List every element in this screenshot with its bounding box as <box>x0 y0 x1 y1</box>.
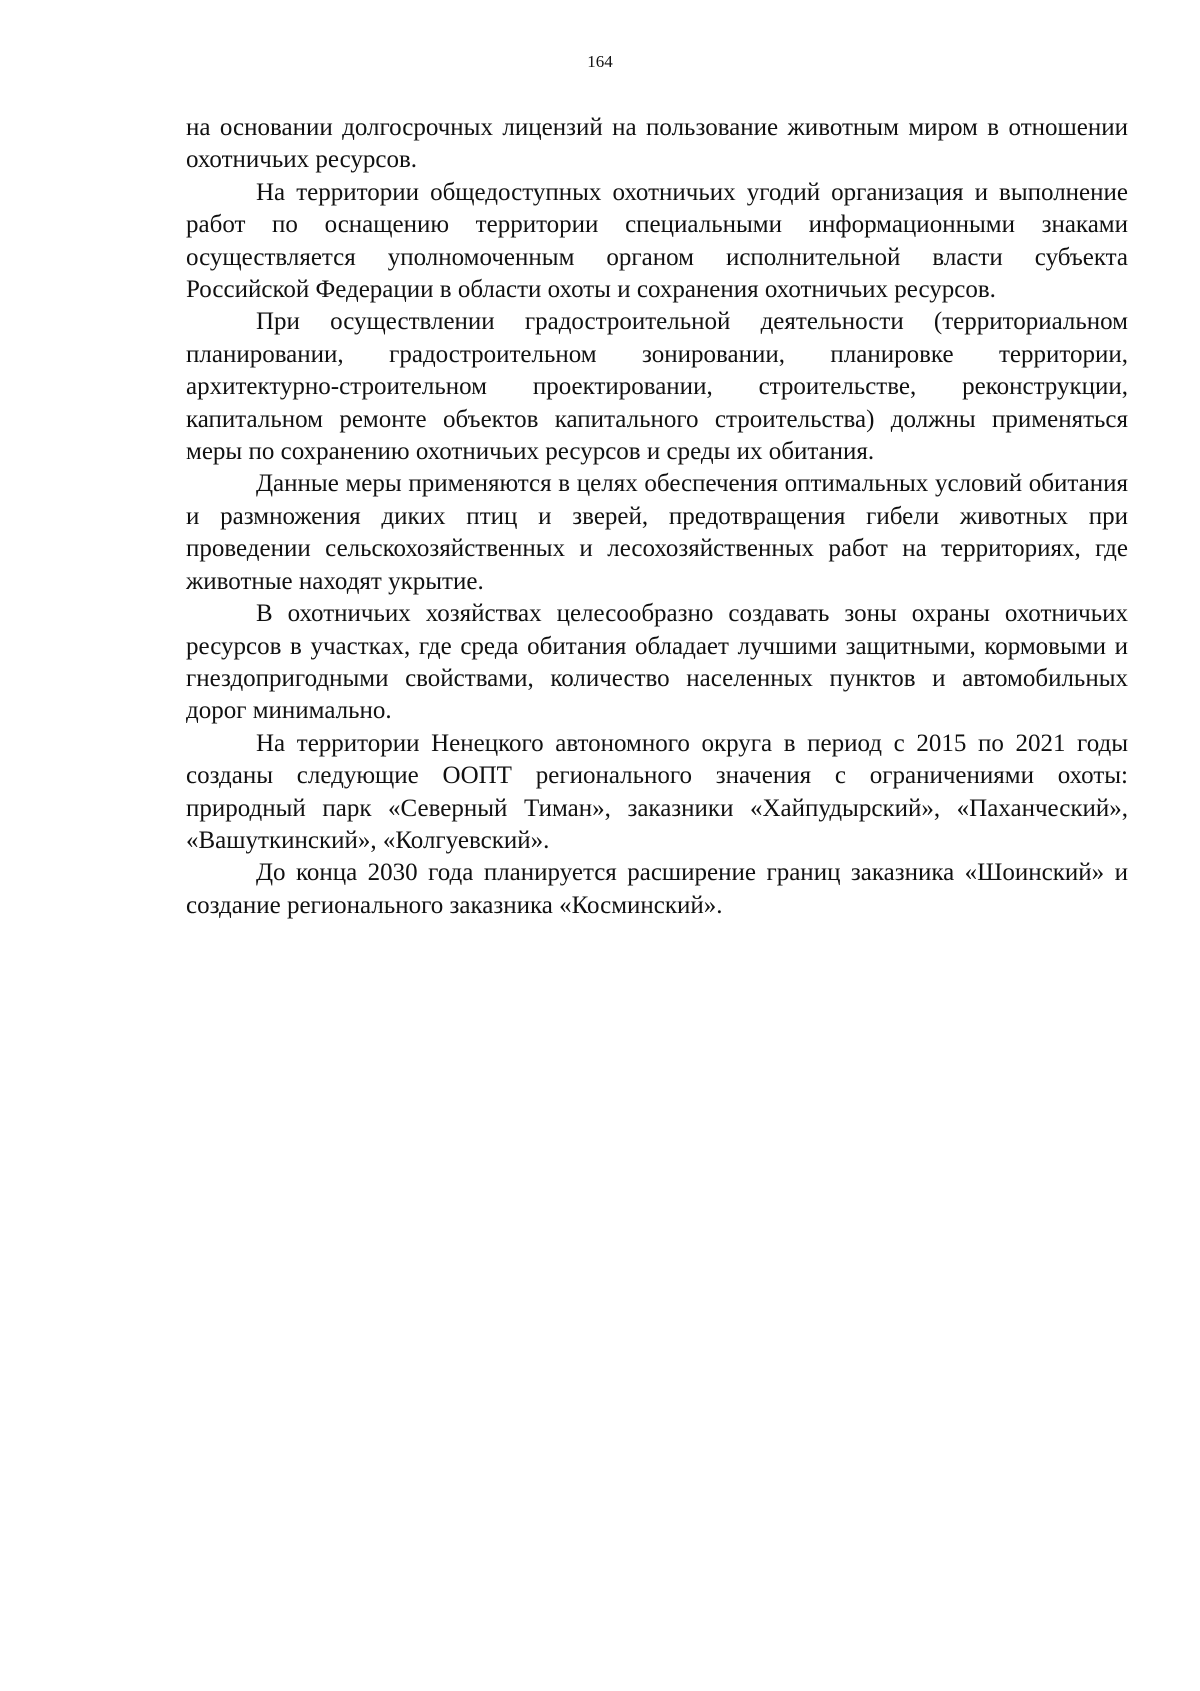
document-body <box>186 112 1128 922</box>
paragraph-continuation: на основании долгосрочных лицензий на пользование животным миром в отношении охотничьих ресурсов. <box>186 114 1128 174</box>
paragraph-planned-expansion: До конца 2030 года планируется расширение границ заказника «Шоинский» и создание регионального заказника «Косминский». <box>186 859 1128 919</box>
page-number: 164 <box>587 52 613 71</box>
paragraph-protected-areas: На территории Ненецкого автономного округа в период с 2015 по 2021 годы созданы следующие ООПТ регионального значения с ограничениями охоты: природный парк «Северный Тиман», заказники «Хайпудырский», «Паханческий», «Вашуткинский», «Колгуевский». <box>186 729 1128 854</box>
paragraph-measures-purpose: Данные меры применяются в целях обеспечения оптимальных условий обитания и размножения диких птиц и зверей, предотвращения гибели животных при проведении сельскохозяйственных и лесохозяйственных работ на территориях, где животные находят укрытие. <box>186 470 1128 595</box>
paragraph-information-signs: На территории общедоступных охотничьих угодий организация и выполнение работ по оснащению территории специальными информационными знаками осуществляется уполномоченным органом исполнительной власти субъекта Российской Федерации в области охоты и сохранения охотничьих ресурсов. <box>186 178 1128 304</box>
paragraph-urban-planning: При осуществлении градостроительной деятельности (территориальном планировании, градостроительном зонировании, планировке территории, архитектурно-строительном проектировании, строительстве, реконструкции, капитальном ремонте объектов капитального строительства) должны применяться меры по сохранению охотничьих ресурсов и среды их обитания. <box>186 308 1128 466</box>
paragraph-protection-zones: В охотничьих хозяйствах целесообразно создавать зоны охраны охотничьих ресурсов в участках, где среда обитания обладает лучшими защитными, кормовыми и гнездопригодными свойствами, количество населенных пунктов и автомобильных дорог минимально. <box>186 600 1128 725</box>
